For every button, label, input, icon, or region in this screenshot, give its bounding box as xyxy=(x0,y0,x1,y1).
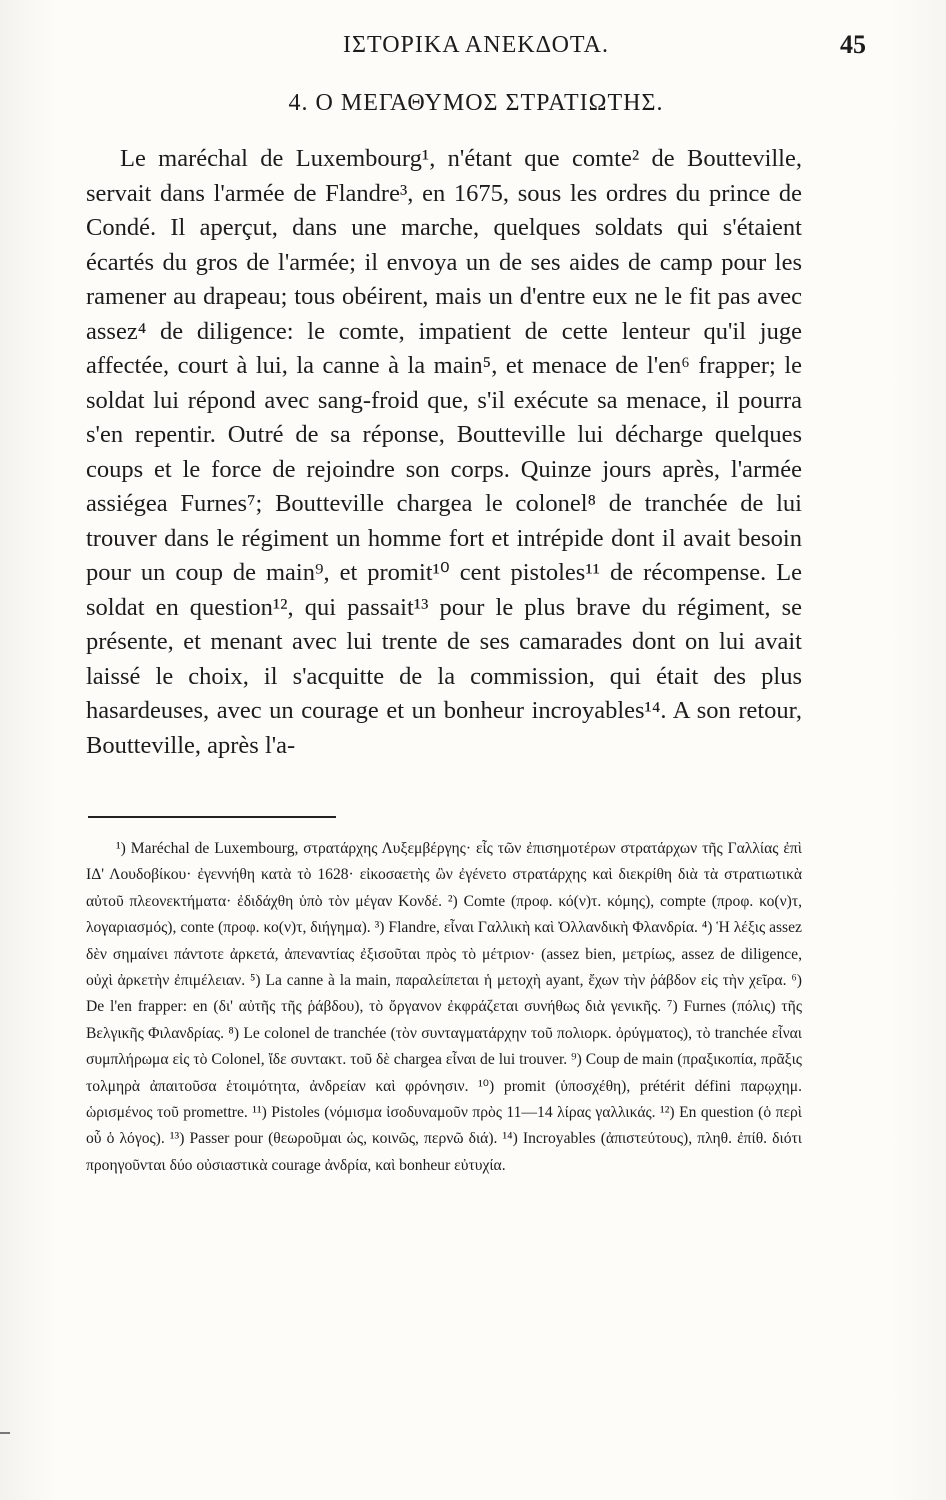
footnote-text: De l'en frapper: en (δι' αὐτῆς τῆς ῥάβδου), τὸ ὄργανον ἐκφράζεται συνήθως διὰ γενικῆς. xyxy=(86,998,662,1016)
footnote-mark: ⁸) xyxy=(228,1024,240,1042)
footnote-mark: ¹) xyxy=(116,840,126,857)
footnote-text: Pistoles (νόμισμα ἰσοδυναμοῦν πρὸς 11—14 λίρας γαλλικάς. xyxy=(271,1104,656,1122)
footnote-13 xyxy=(170,1130,498,1147)
footnote-mark: ⁷) xyxy=(667,998,678,1016)
footnote-mark: ¹²) xyxy=(660,1104,675,1122)
footnote-text: Coup de main (πραξικοπία, πρᾶξις τολμηρὰ ἀπαιτοῦσα ἑτοιμότητα, ἀνδρείαν καὶ φρόνησιν. xyxy=(86,1051,802,1095)
footnote-3 xyxy=(375,919,698,936)
running-title: ΙΣΤΟΡΙΚΑ ΑΝΕΚΔΟΤΑ. xyxy=(343,32,609,58)
footnote-mark: ⁶) xyxy=(791,972,802,990)
footnote-mark: ⁵) xyxy=(249,972,261,990)
footnote-text: Ἡ λέξις assez δὲν σημαίνει πάντοτε ἀρκετά, ἀπεναντίας ἐξισοῦται πρὸς τὸ μέτριον· (assez bien, μετρίως, assez de diligence, οὐχὶ ἀρκετὴν ἐπιμέλειαν. xyxy=(86,919,802,990)
footnote-text: En question (ὁ περὶ οὗ ὁ λόγος). xyxy=(86,1104,802,1148)
section-title: 4. Ο ΜΕΓΑΘΥΜΟΣ ΣΤΡΑΤΙΩΤΗΣ. xyxy=(288,90,664,116)
footnote-mark: ²) xyxy=(447,892,458,910)
footnote-mark: ⁹) xyxy=(571,1051,582,1069)
footnote-mark: ¹⁰) xyxy=(478,1077,495,1095)
footnote-text: Flandre, εἶναι Γαλλικὴ καὶ Ὀλλανδικὴ Φλανδρία. xyxy=(388,919,698,937)
page-number: 45 xyxy=(840,30,866,59)
footnote-text: Furnes (πόλις) τῆς Βελγικῆς Φιλανδρίας. xyxy=(86,998,802,1042)
footnote-text: Passer pour (θεωροῦμαι ὡς, κοινῶς, περνῶ διά). xyxy=(189,1130,498,1148)
footnote-text: Le colonel de tranchée (τὸν συνταγματάρχην τοῦ πολιορκ. ὀρύγματος), τὸ tranchée εἶναι συμπλήρωμα εἰς τὸ Colonel, ἴδε συντακτ. τοῦ δὲ chargea εἶναι de lui trouver. xyxy=(86,1024,802,1069)
footnote-11 xyxy=(252,1104,655,1121)
footnotes xyxy=(86,836,802,1179)
footnote-text: Comte (προφ. κό(ν)τ. κόμης), compte (προφ. κο(ν)τ, λογαριασμός), conte (προφ. κο(ν)τ, διήγημα). xyxy=(86,892,802,937)
footnote-5 xyxy=(250,972,787,989)
footnote-mark: ¹¹) xyxy=(252,1104,267,1122)
footnote-mark: ¹⁴) xyxy=(502,1130,518,1148)
footnote-text: Incroyables (ἀπιστεύτους), πληθ. ἐπίθ. διότι προηγοῦνται δύο οὐσιαστικὰ courage ἀνδρία, καὶ bonheur εὐτυχία. xyxy=(86,1130,802,1174)
footnote-text: Maréchal de Luxembourg, στρατάρχης Λυξεμβέργης· εἷς τῶν ἐπισημοτέρων στρατάρχων τῆς Γαλλίας ἐπὶ ΙΔ' Λουδοβίκου· ἐγεννήθη κατὰ τὸ 1628· εἰκοσαετὴς ὢν ἐγένετο στρατάρχης καὶ διεκρίθη διὰ τὰ στρατιωτικὰ αὐτοῦ πλεονεκτήματα· ἐδιδάχθη ὑπὸ τὸν μέγαν Κονδέ. xyxy=(86,840,802,910)
running-head xyxy=(86,28,866,68)
footnote-mark: ³) xyxy=(374,919,385,937)
scan-edge-mark xyxy=(0,1432,10,1434)
body-paragraph: Le maréchal de Luxembourg¹, n'étant que comte² de Boutteville, servait dans l'armée de Flandre³, en 1675, sous les ordres du prince de Condé. Il aperçut, dans une marche, quelques soldats qui s'étaient écartés du gros de l'armée; il envoya un de ses aides de camp pour les ramener au drapeau; tous obéirent, mais un d'entre eux ne le fit pas avec assez⁴ de diligence: le comte, impatient de cette lenteur qu'il juge affectée, court à lui, la canne à la main⁵, et menace de l'en⁶ frapper; le soldat lui répond avec sang-froid que, s'il exécute sa menace, il pourra s'en repentir. Outré de sa réponse, Boutteville lui décharge quelques coups et le force de rejoindre son corps. Quinze jours après, l'armée assiégea Furnes⁷; Boutteville chargea le colonel⁸ de tranchée de lui trouver dans le régiment un homme fort et intrépide dont il avait besoin pour un coup de main⁹, et promit¹⁰ cent pistoles¹¹ de récompense. Le soldat en question¹², qui passait¹³ pour le plus brave du régiment, se présente, et menant avec lui trente de ses camarades dont on lui avait laissé le choix, il s'acquitte de la commission, qui était des plus hasardeuses, avec un courage et un bonheur incroyables¹⁴. A son retour, Boutteville, après l'a- xyxy=(86,145,802,759)
footnote-mark: ¹³) xyxy=(169,1130,185,1148)
footnote-mark: ⁴) xyxy=(701,919,713,937)
footnote-text: La canne à la main, παραλείπεται ἡ μετοχὴ ayant, ἔχων τὴν ῥάβδον εἰς τὴν χεῖρα. xyxy=(265,972,787,990)
footnote-divider xyxy=(88,816,336,818)
footnote-text: promit (ὑποσχέθη), prétérit défini παρῳχημ. ὡρισμένος τοῦ promettre. xyxy=(86,1077,802,1122)
